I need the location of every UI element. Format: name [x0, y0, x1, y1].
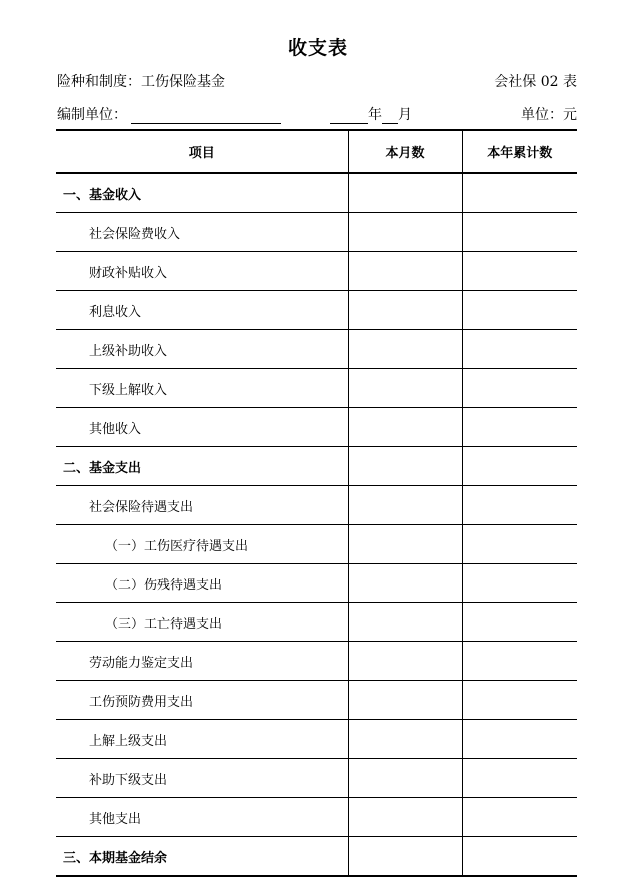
- row-item-label: （一）工伤医疗待遇支出: [56, 525, 348, 564]
- table-row: [56, 837, 577, 877]
- table-row: [56, 759, 577, 798]
- year-to-date-cell[interactable]: [462, 564, 577, 603]
- table-row: [56, 173, 577, 213]
- currency-unit-label: 单位：元: [521, 107, 577, 123]
- row-item-label: 下级上解收入: [56, 369, 348, 408]
- this-month-cell[interactable]: [348, 447, 462, 486]
- year-to-date-cell[interactable]: [462, 447, 577, 486]
- table-row: [56, 681, 577, 720]
- table-header-row: [56, 130, 577, 173]
- this-month-cell[interactable]: [348, 720, 462, 759]
- row-item-label: 工伤预防费用支出: [56, 681, 348, 720]
- year-to-date-cell[interactable]: [462, 486, 577, 525]
- row-item-label: 一、基金收入: [56, 173, 348, 213]
- table-row: [56, 525, 577, 564]
- this-month-cell[interactable]: [348, 252, 462, 291]
- table-row: [56, 408, 577, 447]
- year-blank[interactable]: [330, 109, 368, 124]
- row-item-label: 财政补贴收入: [56, 252, 348, 291]
- this-month-cell[interactable]: [348, 213, 462, 252]
- year-to-date-cell[interactable]: [462, 213, 577, 252]
- table-row: [56, 291, 577, 330]
- row-item-label: 二、基金支出: [56, 447, 348, 486]
- this-month-cell[interactable]: [348, 681, 462, 720]
- insurance-type-label: 险种和制度：工伤保险基金: [57, 74, 225, 90]
- table-row: [56, 720, 577, 759]
- row-item-label: 其他支出: [56, 798, 348, 837]
- row-item-label: 上解上级支出: [56, 720, 348, 759]
- year-to-date-cell[interactable]: [462, 720, 577, 759]
- period-fields: [330, 104, 412, 124]
- row-item-label: 补助下级支出: [56, 759, 348, 798]
- year-to-date-cell[interactable]: [462, 681, 577, 720]
- month-blank[interactable]: [382, 109, 398, 124]
- row-item-label: 利息收入: [56, 291, 348, 330]
- this-month-cell[interactable]: [348, 798, 462, 837]
- year-to-date-cell[interactable]: [462, 252, 577, 291]
- page-title: 收支表: [287, 37, 348, 59]
- header-year-to-date: 本年累计数: [462, 130, 577, 173]
- row-item-label: 劳动能力鉴定支出: [56, 642, 348, 681]
- table-row: [56, 369, 577, 408]
- table-row: [56, 213, 577, 252]
- table-row: [56, 330, 577, 369]
- this-month-cell[interactable]: [348, 525, 462, 564]
- this-month-cell[interactable]: [348, 837, 462, 877]
- year-to-date-cell[interactable]: [462, 525, 577, 564]
- year-to-date-cell[interactable]: [462, 837, 577, 877]
- year-to-date-cell[interactable]: [462, 291, 577, 330]
- this-month-cell[interactable]: [348, 291, 462, 330]
- table-row: [56, 252, 577, 291]
- this-month-cell[interactable]: [348, 330, 462, 369]
- year-to-date-cell[interactable]: [462, 173, 577, 213]
- year-to-date-cell[interactable]: [462, 798, 577, 837]
- year-to-date-cell[interactable]: [462, 408, 577, 447]
- row-item-label: 其他收入: [56, 408, 348, 447]
- row-item-label: 上级补助收入: [56, 330, 348, 369]
- header-this-month: 本月数: [348, 130, 462, 173]
- year-to-date-cell[interactable]: [462, 369, 577, 408]
- this-month-cell[interactable]: [348, 759, 462, 798]
- header-item: 项目: [56, 130, 348, 173]
- row-item-label: 社会保险待遇支出: [56, 486, 348, 525]
- this-month-cell[interactable]: [348, 603, 462, 642]
- income-expense-table: [56, 129, 577, 877]
- table-row: [56, 603, 577, 642]
- this-month-cell[interactable]: [348, 486, 462, 525]
- row-item-label: （二）伤残待遇支出: [56, 564, 348, 603]
- compiling-unit: [57, 104, 281, 124]
- this-month-cell[interactable]: [348, 642, 462, 681]
- compiling-unit-label: 编制单位：: [57, 107, 127, 123]
- this-month-cell[interactable]: [348, 408, 462, 447]
- table-row: [56, 486, 577, 525]
- form-code: 会社保 02 表: [494, 74, 577, 90]
- table-row: [56, 798, 577, 837]
- this-month-cell[interactable]: [348, 173, 462, 213]
- table-row: [56, 564, 577, 603]
- compiling-unit-blank[interactable]: [131, 109, 281, 124]
- table-row: [56, 642, 577, 681]
- this-month-cell[interactable]: [348, 369, 462, 408]
- row-item-label: 社会保险费收入: [56, 213, 348, 252]
- year-to-date-cell[interactable]: [462, 759, 577, 798]
- year-to-date-cell[interactable]: [462, 642, 577, 681]
- year-label: 年: [368, 107, 382, 123]
- table-row: [56, 447, 577, 486]
- year-to-date-cell[interactable]: [462, 603, 577, 642]
- row-item-label: 三、本期基金结余: [56, 837, 348, 877]
- this-month-cell[interactable]: [348, 564, 462, 603]
- year-to-date-cell[interactable]: [462, 330, 577, 369]
- month-label: 月: [398, 107, 412, 123]
- row-item-label: （三）工亡待遇支出: [56, 603, 348, 642]
